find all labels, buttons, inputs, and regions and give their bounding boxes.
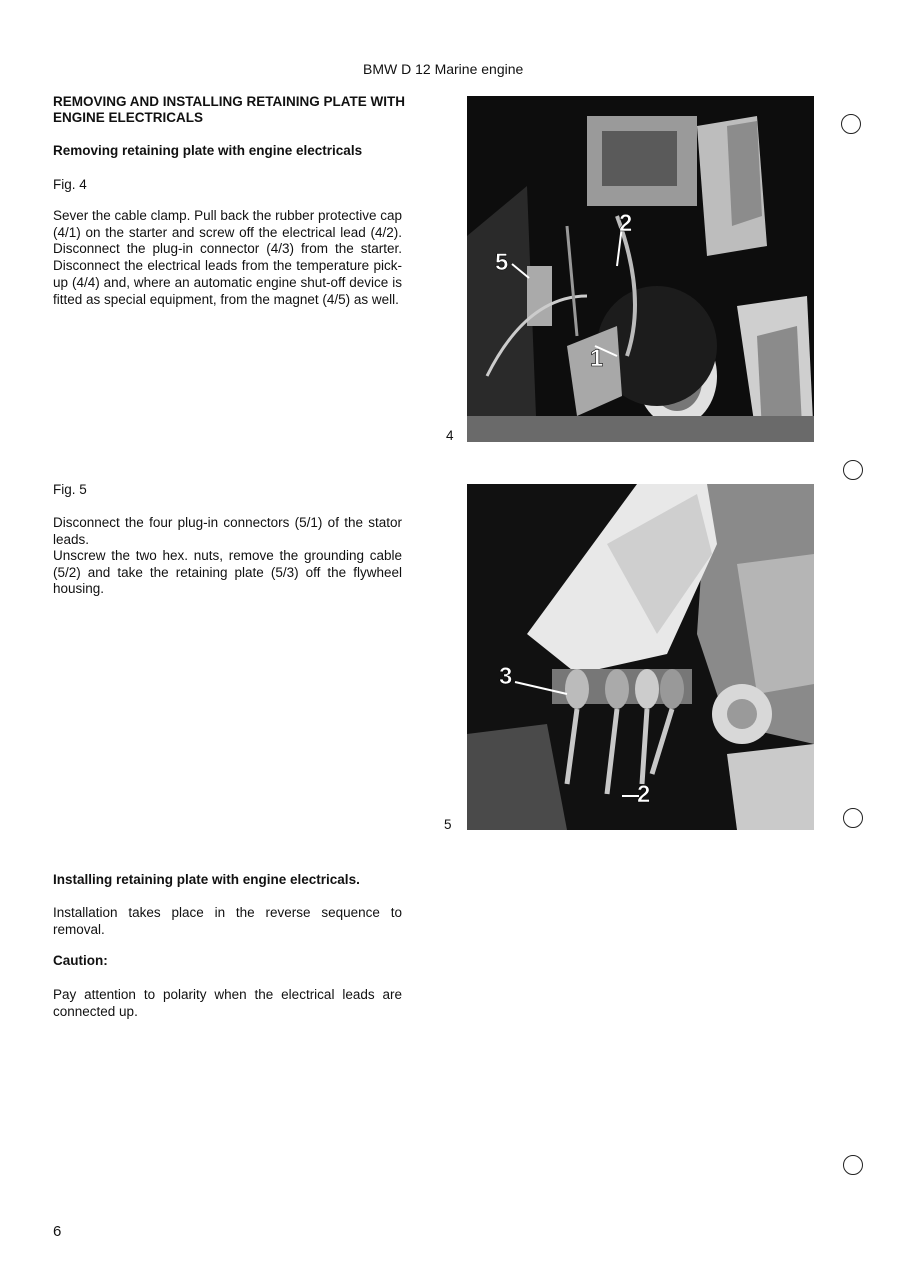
fig5-callout-2: 2: [637, 781, 651, 808]
caution-label: Caution:: [53, 953, 108, 968]
fig5-reference: Fig. 5: [53, 482, 87, 497]
page-number: 6: [53, 1223, 62, 1240]
fig4-reference: Fig. 4: [53, 177, 87, 192]
figure-4-number: 4: [446, 428, 454, 443]
section-title: REMOVING AND INSTALLING RETAINING PLATE WITH ENGINE ELECTRICALS: [53, 94, 405, 125]
fig4-callout-5: 5: [495, 249, 509, 276]
figure-4-photo: [467, 96, 814, 442]
punch-hole-circle: [841, 114, 861, 134]
caution-paragraph: Pay attention to polarity when the electrical leads are connected up.: [53, 987, 402, 1019]
page-header: BMW D 12 Marine engine: [363, 61, 524, 77]
punch-hole-circle: [843, 808, 863, 828]
fig5-paragraph-1: Disconnect the four plug-in connectors (5/1) of the stator leads.: [53, 515, 402, 547]
installing-heading: Installing retaining plate with engine electricals.: [53, 872, 360, 887]
punch-hole-circle: [843, 460, 863, 480]
punch-hole-circle: [843, 1155, 863, 1175]
fig5-callout-3: 3: [499, 663, 513, 690]
fig4-paragraph: Sever the cable clamp. Pull back the rubber protective cap (4/1) on the starter and screw off the electrical lead (4/2). Disconnect the plug-in connector (4/3) from the starter. Disconnect the electrical leads from the temperature pick-up (4/4) and, where an automatic engine shut-off device is fitted as special equipment, from the magnet (4/5) as well.: [53, 208, 402, 307]
fig5-paragraph-2: Unscrew the two hex. nuts, remove the grounding cable (5/2) and take the retaining plate (5/3) off the flywheel housing.: [53, 548, 402, 597]
fig4-callout-1: 1: [590, 345, 604, 372]
fig4-callout-2: 2: [619, 210, 633, 237]
installing-paragraph: Installation takes place in the reverse sequence to removal.: [53, 905, 402, 937]
figure-5-photo: [467, 484, 814, 830]
removing-heading: Removing retaining plate with engine electricals: [53, 143, 363, 158]
figure-5-number: 5: [444, 817, 452, 832]
